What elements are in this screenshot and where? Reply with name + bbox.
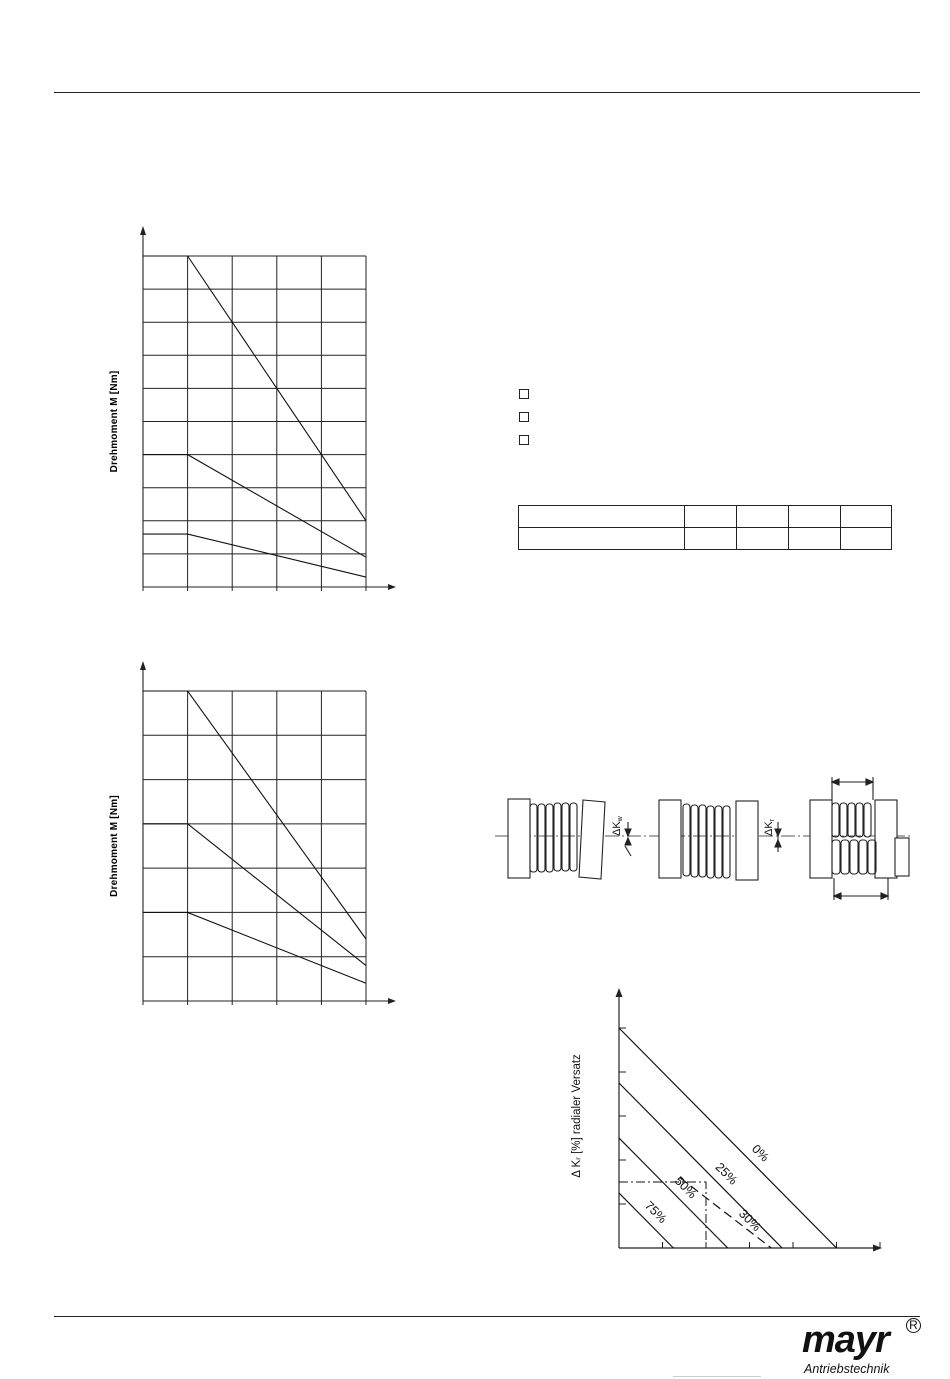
mayr-logo xyxy=(800,1318,920,1378)
series-label: 0% xyxy=(749,1141,772,1165)
angular-offset-label: ΔKw xyxy=(611,816,624,836)
registered-icon: R xyxy=(906,1318,921,1333)
logo-wordmark: mayr xyxy=(802,1319,889,1361)
coupling-angular xyxy=(508,799,631,879)
y-axis-label: Drehmoment M [Nm] xyxy=(109,795,120,897)
divider xyxy=(673,1376,761,1377)
y-axis-label: Δ Kᵣ [%] radialer Versatz xyxy=(571,1054,583,1178)
series-label: 25% xyxy=(712,1159,741,1188)
coupling-axial xyxy=(810,777,909,900)
coupling-radial xyxy=(659,800,781,880)
series-label: 75% xyxy=(641,1198,670,1227)
radial-offset-label: ΔKr xyxy=(763,818,776,836)
dashed-line-label: 30% xyxy=(736,1206,764,1235)
bellows-coils-icon xyxy=(530,803,577,872)
logo-subtitle: Antriebstechnik xyxy=(804,1362,890,1376)
y-axis-label: Drehmoment M [Nm] xyxy=(109,370,120,473)
series-label: 50% xyxy=(671,1173,700,1202)
bellows-coils-icon xyxy=(683,804,730,878)
bellows-coils-icon xyxy=(832,803,876,874)
